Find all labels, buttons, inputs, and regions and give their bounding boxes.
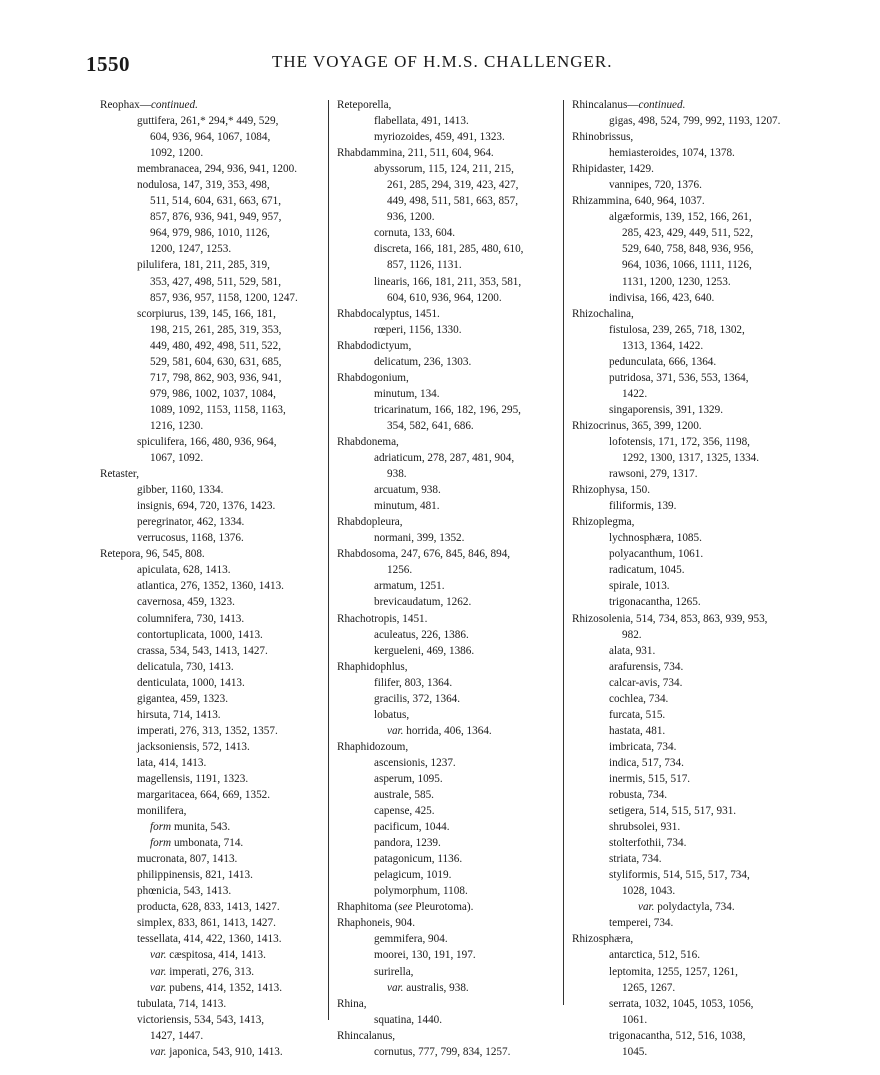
index-entry-line: striata, 734.: [609, 853, 662, 866]
index-entry-line: guttifera, 261,* 294,* 449, 529,: [137, 115, 279, 128]
index-entry-line: arcuatum, 938.: [374, 484, 441, 497]
index-entry-line: cochlea, 734.: [609, 692, 669, 705]
index-entry-line: form munita, 543.: [150, 821, 231, 834]
index-entry-line: polyacanthum, 1061.: [609, 548, 704, 561]
index-entry-heading: Rhizocrinus, 365, 399, 1200.: [572, 419, 702, 432]
index-entry-line: var. cæspitosa, 414, 1413.: [150, 949, 266, 962]
index-entry-line: 936, 1200.: [387, 211, 435, 224]
index-entry-line: normani, 399, 1352.: [374, 532, 465, 545]
index-entry-line: 604, 936, 964, 1067, 1084,: [150, 131, 271, 144]
index-entry-line: trigonacantha, 512, 516, 1038,: [609, 1029, 746, 1042]
index-entry-line: 353, 427, 498, 511, 529, 581,: [150, 275, 282, 288]
index-entry-line: columnifera, 730, 1413.: [137, 612, 245, 625]
index-entry-line: setigera, 514, 515, 517, 931.: [609, 805, 737, 818]
index-entry-line: furcata, 515.: [609, 708, 666, 721]
index-entry-line: scorpiurus, 139, 145, 166, 181,: [137, 307, 276, 320]
index-entry-line: capense, 425.: [374, 805, 435, 818]
index-entry-line: putridosa, 371, 536, 553, 1364,: [609, 371, 749, 384]
index-entry-line: gemmifera, 904.: [374, 933, 448, 946]
index-entry-heading: Rhincalanus,: [337, 1029, 396, 1042]
index-entry-line: 449, 480, 492, 498, 511, 522,: [150, 339, 282, 352]
index-entry-line: leptomita, 1255, 1257, 1261,: [609, 965, 738, 978]
index-entry-line: tricarinatum, 166, 182, 196, 295,: [374, 403, 521, 416]
index-entry-line: 529, 581, 604, 630, 631, 685,: [150, 355, 282, 368]
index-entry-line: tubulata, 714, 1413.: [137, 997, 227, 1010]
index-entry-line: inermis, 515, 517.: [609, 772, 691, 785]
index-entry-line: delicatum, 236, 1303.: [374, 355, 472, 368]
index-entry-line: 857, 876, 936, 941, 949, 957,: [150, 211, 282, 224]
index-entry-line: var. horrida, 406, 1364.: [387, 724, 492, 737]
index-entry-heading: Rhaphitoma (see Pleurotoma).: [337, 901, 474, 914]
index-entry-line: 1256.: [387, 564, 413, 577]
index-entry-heading: Rhizosphæra,: [572, 933, 634, 946]
index-entry-heading: Rhincalanus—continued.: [572, 99, 686, 111]
index-column-1: [100, 97, 322, 1060]
index-entry-line: var. australis, 938.: [387, 981, 469, 994]
index-entry-line: atlantica, 276, 1352, 1360, 1413.: [137, 580, 284, 593]
index-entry-line: cornutus, 777, 799, 834, 1257.: [374, 1045, 511, 1058]
index-entry-line: temperei, 734.: [609, 917, 674, 930]
column-divider: [328, 100, 329, 1020]
index-entry-line: shrubsolei, 931.: [609, 821, 681, 834]
index-entry-line: arafurensis, 734.: [609, 660, 684, 673]
index-entry-line: var. imperati, 276, 313.: [150, 965, 255, 978]
index-entry-line: cavernosa, 459, 1323.: [137, 596, 235, 609]
index-entry-heading: Rhizoplegma,: [572, 516, 635, 529]
index-entry-heading: Rhabdocalyptus, 1451.: [337, 307, 440, 320]
index-entry-line: 1092, 1200.: [150, 147, 204, 160]
index-entry-line: 261, 285, 294, 319, 423, 427,: [387, 179, 519, 192]
index-entry-heading: Rhinobrissus,: [572, 131, 634, 144]
index-entry-line: antarctica, 512, 516.: [609, 949, 701, 962]
index-entry-line: membranacea, 294, 936, 941, 1200.: [137, 163, 298, 176]
index-entry-line: cornuta, 133, 604.: [374, 227, 456, 240]
index-entry-line: 1028, 1043.: [622, 885, 676, 898]
index-entry-line: 1216, 1230.: [150, 419, 204, 432]
index-column-2: [337, 97, 557, 1060]
index-entry-line: 285, 423, 429, 449, 511, 522,: [622, 227, 754, 240]
index-entry-line: 1265, 1267.: [622, 981, 676, 994]
index-entry-heading: Retepora, 96, 545, 808.: [100, 548, 205, 561]
index-entry-heading: Rhachotropis, 1451.: [337, 612, 428, 625]
index-entry-line: pelagicum, 1019.: [374, 869, 452, 882]
index-entry-line: 529, 640, 758, 848, 936, 956,: [622, 243, 754, 256]
index-entry-line: 1061.: [622, 1013, 648, 1026]
index-entry-line: crassa, 534, 543, 1413, 1427.: [137, 644, 268, 657]
index-entry-line: linearis, 166, 181, 211, 353, 581,: [374, 275, 522, 288]
index-entry-line: spiculifera, 166, 480, 936, 964,: [137, 435, 277, 448]
index-entry-line: imbricata, 734.: [609, 740, 677, 753]
index-entry-line: 979, 986, 1002, 1037, 1084,: [150, 387, 276, 400]
index-entry-line: trigonacantha, 1265.: [609, 596, 701, 609]
index-entry-line: gracilis, 372, 1364.: [374, 692, 461, 705]
index-entry-line: rawsoni, 279, 1317.: [609, 468, 698, 481]
index-entry-heading: Rhizophysa, 150.: [572, 484, 650, 497]
index-entry-line: lata, 414, 1413.: [137, 756, 207, 769]
index-entry-line: 1089, 1092, 1153, 1158, 1163,: [150, 403, 286, 416]
index-entry-line: abyssorum, 115, 124, 211, 215,: [374, 163, 514, 176]
index-entry-line: filiformis, 139.: [609, 500, 677, 513]
index-entry-heading: Rhaphidozoum,: [337, 740, 409, 753]
index-entry-line: insignis, 694, 720, 1376, 1423.: [137, 500, 276, 513]
index-entry-line: lofotensis, 171, 172, 356, 1198,: [609, 435, 750, 448]
index-entry-line: nodulosa, 147, 319, 353, 498,: [137, 179, 270, 192]
index-entry-line: 604, 610, 936, 964, 1200.: [387, 291, 502, 304]
index-entry-line: hastata, 481.: [609, 724, 666, 737]
index-entry-line: 1131, 1200, 1230, 1253.: [622, 275, 731, 288]
index-entry-line: hemiasteroides, 1074, 1378.: [609, 147, 735, 160]
index-entry-line: 1292, 1300, 1317, 1325, 1334.: [622, 452, 760, 465]
index-entry-line: surirella,: [374, 965, 414, 978]
index-entry-heading: Rhabdosoma, 247, 676, 845, 846, 894,: [337, 548, 511, 561]
index-entry-line: denticulata, 1000, 1413.: [137, 676, 245, 689]
index-entry-line: 1422.: [622, 387, 648, 400]
index-entry-line: singaporensis, 391, 1329.: [609, 403, 724, 416]
index-entry-line: radicatum, 1045.: [609, 564, 685, 577]
running-head: THE VOYAGE OF H.M.S. CHALLENGER.: [272, 52, 613, 71]
index-entry-line: polymorphum, 1108.: [374, 885, 468, 898]
index-entry-line: squatina, 1440.: [374, 1013, 443, 1026]
index-entry-line: lychnosphæra, 1085.: [609, 532, 702, 545]
index-entry-line: spirale, 1013.: [609, 580, 670, 593]
index-entry-line: 1200, 1247, 1253.: [150, 243, 232, 256]
index-entry-line: 982.: [622, 628, 642, 641]
index-entry-line: mucronata, 807, 1413.: [137, 853, 238, 866]
index-entry-line: robusta, 734.: [609, 789, 668, 802]
index-entry-line: calcar-avis, 734.: [609, 676, 683, 689]
index-entry-line: armatum, 1251.: [374, 580, 445, 593]
index-entry-heading: Rhipidaster, 1429.: [572, 163, 654, 176]
index-entry-line: pedunculata, 666, 1364.: [609, 355, 717, 368]
index-entry-line: aculeatus, 226, 1386.: [374, 628, 469, 641]
index-entry-line: producta, 628, 833, 1413, 1427.: [137, 901, 280, 914]
index-entry-line: 938.: [387, 468, 407, 481]
index-entry-line: asperum, 1095.: [374, 772, 443, 785]
index-entry-heading: Retaster,: [100, 468, 140, 481]
index-entry-line: stolterfothii, 734.: [609, 837, 687, 850]
index-entry-heading: Rhabdopleura,: [337, 516, 403, 529]
index-entry-line: filifer, 803, 1364.: [374, 676, 453, 689]
index-entry-line: 511, 514, 604, 631, 663, 671,: [150, 195, 282, 208]
index-entry-line: adriaticum, 278, 287, 481, 904,: [374, 452, 515, 465]
index-entry-line: simplex, 833, 861, 1413, 1427.: [137, 917, 276, 930]
index-entry-line: victoriensis, 534, 543, 1413,: [137, 1013, 265, 1026]
page-number: 1550: [86, 52, 130, 76]
index-entry-line: kergueleni, 469, 1386.: [374, 644, 475, 657]
index-entry-line: 198, 215, 261, 285, 319, 353,: [150, 323, 282, 336]
index-entry-line: pandora, 1239.: [374, 837, 441, 850]
index-entry-line: serrata, 1032, 1045, 1053, 1056,: [609, 997, 754, 1010]
index-entry-line: magellensis, 1191, 1323.: [137, 772, 249, 785]
index-entry-line: 354, 582, 641, 686.: [387, 419, 474, 432]
index-entry-line: margaritacea, 664, 669, 1352.: [137, 789, 271, 802]
index-entry-line: peregrinator, 462, 1334.: [137, 516, 245, 529]
column-divider: [563, 100, 564, 1005]
index-entry-line: algæformis, 139, 152, 166, 261,: [609, 211, 752, 224]
index-entry-line: discreta, 166, 181, 285, 480, 610,: [374, 243, 524, 256]
index-entry-line: gigas, 498, 524, 799, 992, 1193, 1207.: [609, 115, 781, 128]
index-entry-line: var. polydactyla, 734.: [638, 901, 735, 914]
index-entry-line: 1045.: [622, 1045, 648, 1058]
index-entry-line: philippinensis, 821, 1413.: [137, 869, 253, 882]
index-entry-heading: Rhaphidophlus,: [337, 660, 408, 673]
index-entry-line: var. pubens, 414, 1352, 1413.: [150, 981, 283, 994]
index-entry-line: flabellata, 491, 1413.: [374, 115, 469, 128]
index-entry-line: lobatus,: [374, 708, 410, 721]
index-entry-line: 857, 1126, 1131.: [387, 259, 462, 272]
index-entry-heading: Rhabdonema,: [337, 435, 399, 448]
index-entry-heading: Rhabdammina, 211, 511, 604, 964.: [337, 147, 494, 160]
index-entry-line: 449, 498, 511, 581, 663, 857,: [387, 195, 519, 208]
index-entry-heading: Rhaphoneis, 904.: [337, 917, 415, 930]
index-entry-line: moorei, 130, 191, 197.: [374, 949, 476, 962]
index-entry-line: gigantea, 459, 1323.: [137, 692, 229, 705]
index-entry-line: form umbonata, 714.: [150, 837, 244, 850]
index-entry-line: tessellata, 414, 422, 1360, 1413.: [137, 933, 282, 946]
index-entry-line: 717, 798, 862, 903, 936, 941,: [150, 371, 282, 384]
index-entry-heading: Reophax—continued.: [100, 99, 198, 111]
index-entry-line: imperati, 276, 313, 1352, 1357.: [137, 724, 278, 737]
index-entry-line: patagonicum, 1136.: [374, 853, 463, 866]
index-entry-line: 857, 936, 957, 1158, 1200, 1247.: [150, 291, 298, 304]
index-entry-heading: Reteporella,: [337, 99, 392, 111]
index-entry-line: pilulifera, 181, 211, 285, 319,: [137, 259, 270, 272]
index-entry-heading: Rhizammina, 640, 964, 1037.: [572, 195, 705, 208]
index-entry-line: vannipes, 720, 1376.: [609, 179, 702, 192]
index-entry-line: contortuplicata, 1000, 1413.: [137, 628, 263, 641]
index-entry-line: apiculata, 628, 1413.: [137, 564, 231, 577]
index-entry-line: 1427, 1447.: [150, 1029, 204, 1042]
index-entry-line: styliformis, 514, 515, 517, 734,: [609, 869, 750, 882]
index-entry-line: hirsuta, 714, 1413.: [137, 708, 221, 721]
index-entry-line: ascensionis, 1237.: [374, 756, 456, 769]
index-entry-line: gibber, 1160, 1334.: [137, 484, 224, 497]
index-entry-line: indica, 517, 734.: [609, 756, 684, 769]
index-entry-line: 1313, 1364, 1422.: [622, 339, 704, 352]
index-column-3: [572, 97, 802, 1060]
index-entry-heading: Rhabdogonium,: [337, 371, 409, 384]
index-entry-heading: Rhizochalina,: [572, 307, 634, 320]
index-entry-line: 964, 1036, 1066, 1111, 1126,: [622, 259, 752, 272]
index-entry-line: indivisa, 166, 423, 640.: [609, 291, 715, 304]
index-entry-line: jacksoniensis, 572, 1413.: [137, 740, 250, 753]
index-entry-line: myriozoides, 459, 491, 1323.: [374, 131, 505, 144]
index-entry-line: minutum, 481.: [374, 500, 440, 513]
index-entry-line: phœnicia, 543, 1413.: [137, 885, 232, 898]
index-entry-line: pacificum, 1044.: [374, 821, 450, 834]
index-entry-line: verrucosus, 1168, 1376.: [137, 532, 244, 545]
index-entry-heading: Rhina,: [337, 997, 367, 1010]
index-entry-line: brevicaudatum, 1262.: [374, 596, 472, 609]
index-entry-line: delicatula, 730, 1413.: [137, 660, 234, 673]
index-entry-line: var. japonica, 543, 910, 1413.: [150, 1045, 283, 1058]
index-entry-line: minutum, 134.: [374, 387, 440, 400]
index-entry-heading: Rhabdodictyum,: [337, 339, 412, 352]
index-entry-line: fistulosa, 239, 265, 718, 1302,: [609, 323, 745, 336]
index-entry-line: rœperi, 1156, 1330.: [374, 323, 462, 336]
index-entry-line: 964, 979, 986, 1010, 1126,: [150, 227, 270, 240]
index-entry-line: monilifera,: [137, 805, 187, 818]
index-entry-line: alata, 931.: [609, 644, 656, 657]
index-entry-line: 1067, 1092.: [150, 452, 204, 465]
index-entry-line: australe, 585.: [374, 789, 434, 802]
index-entry-heading: Rhizosolenia, 514, 734, 853, 863, 939, 953,: [572, 612, 768, 625]
